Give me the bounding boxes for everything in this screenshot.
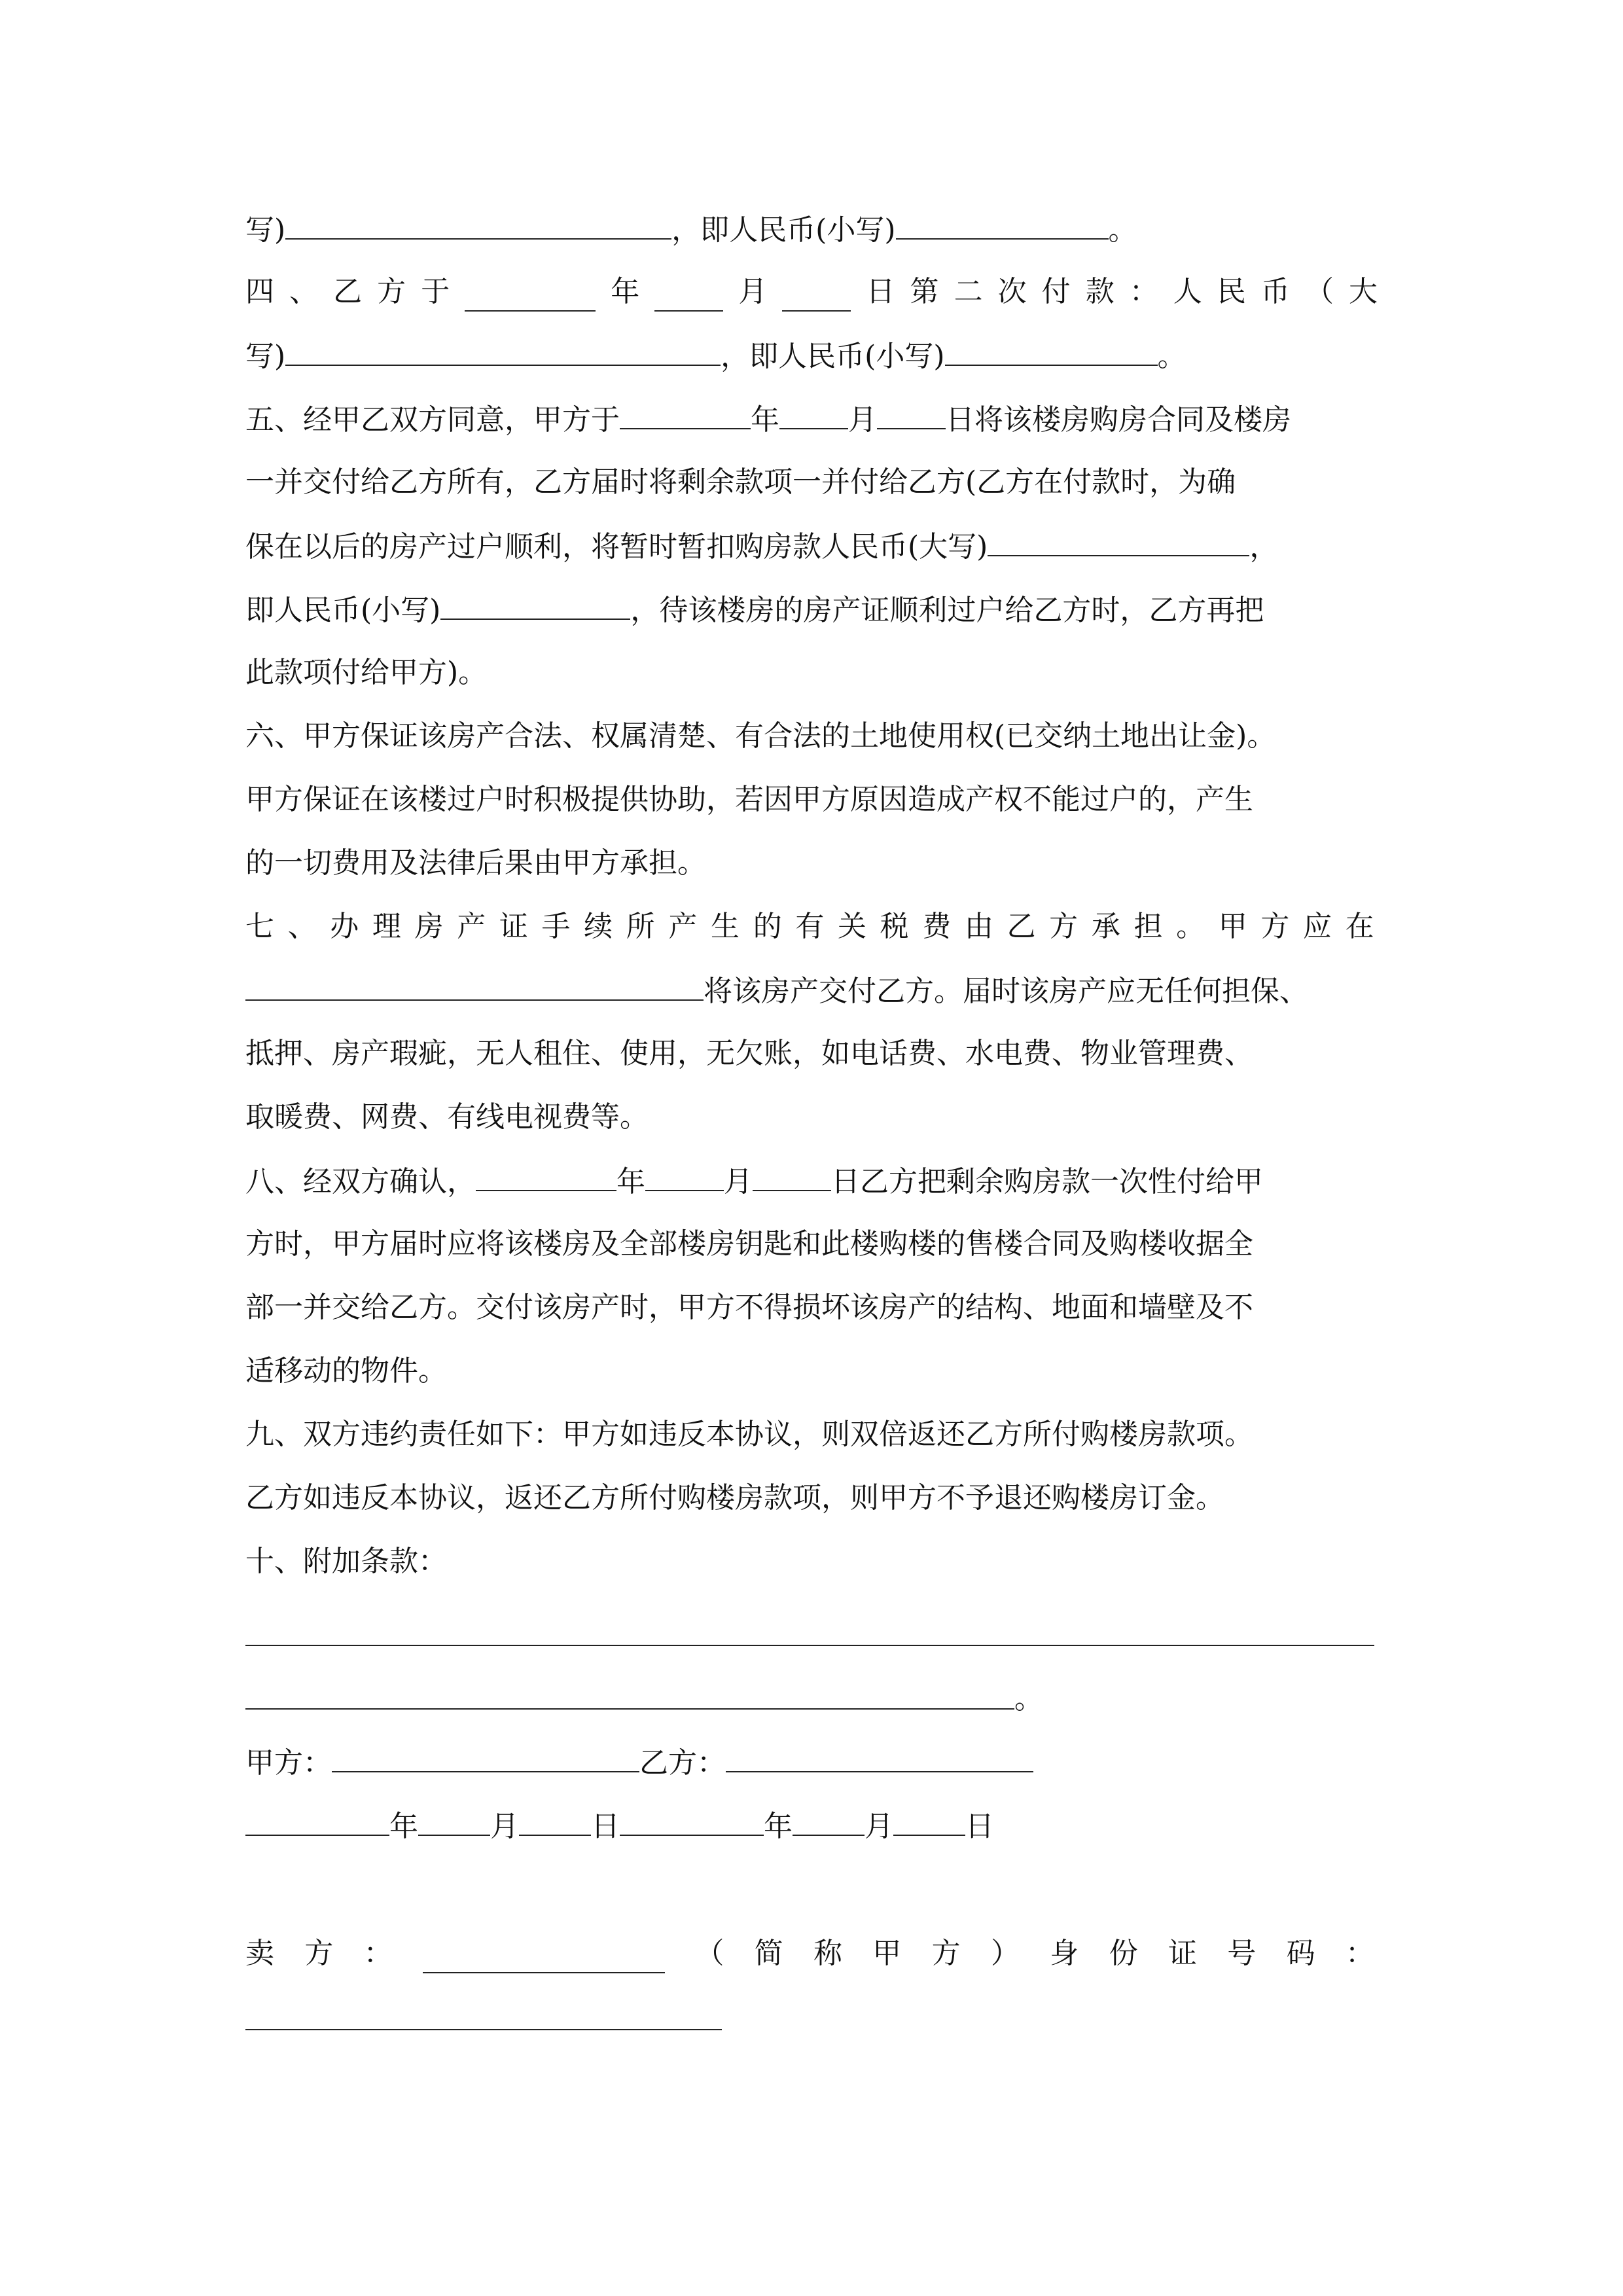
amount-uppercase-blank (285, 209, 671, 240)
additional-terms-line-2 (245, 1708, 1014, 1710)
char: 产 (457, 910, 486, 943)
additional-terms-line-1 (245, 1645, 1374, 1646)
text: ， (1249, 530, 1279, 564)
clause-5-line-5: 此款项付给甲方)。 (245, 656, 488, 689)
text: 日 (591, 1810, 620, 1843)
text: 月 (490, 1810, 519, 1843)
day-blank (877, 399, 946, 429)
char: 于 (421, 275, 450, 308)
clause-7-line-1 (245, 907, 1374, 946)
char: 理 (372, 910, 401, 943)
char: 生 (711, 910, 740, 943)
char: 乙 (333, 275, 363, 308)
clause-5-line-2: 一并交付给乙方所有，乙方届时将剩余款项一并付给乙方(乙方在付款时，为确 (245, 465, 1236, 499)
amount-line-2 (245, 336, 1378, 375)
clause-8-line-2: 方时，甲方届时应将该楼房及全部楼房钥匙和此楼购楼的售楼合同及购楼收据全 (245, 1227, 1253, 1261)
char: 甲 (1218, 910, 1247, 943)
clause-7-line-2 (245, 971, 1378, 1010)
party-a-signature-blank (332, 1742, 639, 1772)
char: 年 (611, 275, 640, 308)
additional-terms-end: 。 (1014, 1682, 1043, 1715)
text: 八、经双方确认， (245, 1165, 476, 1198)
year-blank (476, 1161, 616, 1191)
char: 产 (668, 910, 698, 943)
text: ，待该楼房的房产证顺利过户给乙方时，乙方再把 (630, 594, 1264, 627)
text: 日 (965, 1810, 994, 1843)
party-b-label: 乙方： (639, 1746, 726, 1780)
char: 承 (1091, 910, 1120, 943)
text: 五、经甲乙双方同意，甲方于 (245, 403, 620, 437)
party-b-signature-blank (726, 1742, 1033, 1772)
day-blank (782, 281, 851, 312)
char: 第 (910, 275, 939, 308)
char: 。 (1176, 910, 1205, 943)
char: 房 (414, 910, 444, 943)
char: 在 (1345, 910, 1374, 943)
char: 、 (287, 910, 317, 943)
month-blank (654, 281, 723, 312)
year-blank (245, 1806, 389, 1836)
clause-6-line-2: 甲方保证在该楼过户时积极提供协助，若因甲方原因造成产权不能过户的，产生 (245, 783, 1253, 816)
text: 月 (848, 403, 877, 437)
clause-6-line-1: 六、甲方保证该房产合法、权属清楚、有合法的土地使用权(已交纳土地出让金)。 (245, 719, 1276, 753)
text: ，即人民币(小写) (671, 213, 896, 247)
month-blank (793, 1806, 865, 1836)
char: 关 (837, 910, 866, 943)
char: 日 (866, 275, 895, 308)
day-blank (893, 1806, 965, 1836)
day-blank (519, 1806, 591, 1836)
amount-lowercase-blank (440, 590, 630, 620)
char: ： (1129, 275, 1158, 308)
char: 民 (1217, 275, 1246, 308)
text: 保在以后的房产过户顺利，将暂时暂扣购房款人民币(大写) (245, 530, 988, 564)
seller-name-blank (423, 1943, 665, 1973)
char: 大 (1348, 275, 1378, 308)
month-blank (418, 1806, 490, 1836)
clause-10-heading: 十、附加条款： (245, 1545, 447, 1578)
year-blank (620, 399, 751, 429)
amount-lowercase-blank (896, 209, 1109, 240)
char: 证 (499, 910, 528, 943)
amount-line-1 (245, 209, 1378, 249)
text: 年 (764, 1810, 793, 1843)
char: 卖 (245, 1937, 274, 1970)
char: 月 (738, 275, 768, 308)
char: 币 (1260, 275, 1290, 308)
signature-date-line (245, 1806, 1378, 1845)
clause-8-line-3: 部一并交给乙方。交付该房产时，甲方不得损坏该房产的结构、地面和墙壁及不 (245, 1291, 1253, 1324)
char: 方 (931, 1937, 961, 1970)
clause-7-line-3: 抵押、房产瑕疵，无人租住、使用，无欠账，如电话费、水电费、物业管理费、 (245, 1037, 1253, 1070)
day-blank (753, 1161, 831, 1191)
clause-5-line-1 (245, 399, 1378, 439)
clause-8-line-4: 适移动的物件。 (245, 1354, 447, 1388)
char: 有 (795, 910, 825, 943)
text: 月 (865, 1810, 893, 1843)
char: ： (363, 1937, 393, 1970)
char: ： (1345, 1937, 1374, 1970)
char: 、 (289, 275, 319, 308)
text: 写) (245, 213, 286, 247)
text: 将该房产交付乙方。届时该房产应无任何担保、 (704, 975, 1308, 1008)
char: 方 (1049, 910, 1079, 943)
amount-uppercase-blank (285, 336, 721, 366)
month-blank (779, 399, 848, 429)
char: 应 (1303, 910, 1332, 943)
char: 身 (1050, 1937, 1079, 1970)
char: 号 (1227, 1937, 1257, 1970)
year-blank (620, 1806, 764, 1836)
seller-id-number-blank (245, 2029, 722, 2030)
text: 年 (616, 1165, 645, 1198)
char: 担 (1133, 910, 1163, 943)
text: 即人民币(小写) (245, 594, 441, 627)
text: 写) (245, 340, 286, 373)
year-blank (465, 281, 596, 312)
clause-6-line-3: 的一切费用及法律后果由甲方承担。 (245, 846, 706, 880)
seller-line (245, 1934, 1374, 1973)
text: 年 (389, 1810, 418, 1843)
char: 甲 (872, 1937, 902, 1970)
char: 四 (245, 275, 274, 308)
text: ，即人民币(小写) (721, 340, 945, 373)
char: 由 (964, 910, 993, 943)
text: 日乙方把剩余购房款一次性付给甲 (831, 1165, 1263, 1198)
char: 的 (753, 910, 782, 943)
char: 税 (880, 910, 909, 943)
text: 月 (724, 1165, 753, 1198)
char: 办 (330, 910, 359, 943)
char: 方 (1260, 910, 1290, 943)
clause-7-line-4: 取暖费、网费、有线电视费等。 (245, 1100, 649, 1134)
clause-5-line-4 (245, 590, 1378, 629)
signature-line (245, 1742, 1378, 1782)
char: 付 (1041, 275, 1071, 308)
char: （ (695, 1937, 724, 1970)
text: 。 (1108, 213, 1137, 247)
char: 份 (1109, 1937, 1138, 1970)
char: 手 (541, 910, 571, 943)
clause-9-line-2: 乙方如违反本协议，返还乙方所付购楼房款项，则甲方不予退还购楼房订金。 (245, 1481, 1224, 1515)
char: 费 (922, 910, 952, 943)
char: ） (990, 1937, 1020, 1970)
char: 所 (626, 910, 655, 943)
clause-9-line-1: 九、双方违约责任如下：甲方如违反本协议，则双倍返还乙方所付购楼房款项。 (245, 1418, 1253, 1451)
text: 年 (751, 403, 779, 437)
char: 乙 (1007, 910, 1036, 943)
char: 七 (245, 910, 274, 943)
char: （ (1304, 275, 1334, 308)
char: 人 (1173, 275, 1202, 308)
clause-4-line-1 (245, 272, 1378, 312)
amount-uppercase-blank (988, 526, 1249, 556)
clause-5-line-3 (245, 526, 1378, 565)
char: 款 (1085, 275, 1115, 308)
party-a-label: 甲方： (245, 1746, 332, 1780)
char: 方 (304, 1937, 334, 1970)
text: 日将该楼房购房合同及楼房 (946, 403, 1291, 437)
char: 证 (1168, 1937, 1197, 1970)
clause-8-line-1 (245, 1161, 1378, 1200)
char: 续 (584, 910, 613, 943)
amount-lowercase-blank (945, 336, 1158, 366)
char: 称 (813, 1937, 842, 1970)
char: 方 (377, 275, 406, 308)
month-blank (645, 1161, 724, 1191)
text: 。 (1157, 340, 1186, 373)
char: 次 (997, 275, 1027, 308)
char: 码 (1286, 1937, 1315, 1970)
char: 二 (954, 275, 983, 308)
char: 简 (754, 1937, 783, 1970)
delivery-date-blank (245, 971, 704, 1001)
